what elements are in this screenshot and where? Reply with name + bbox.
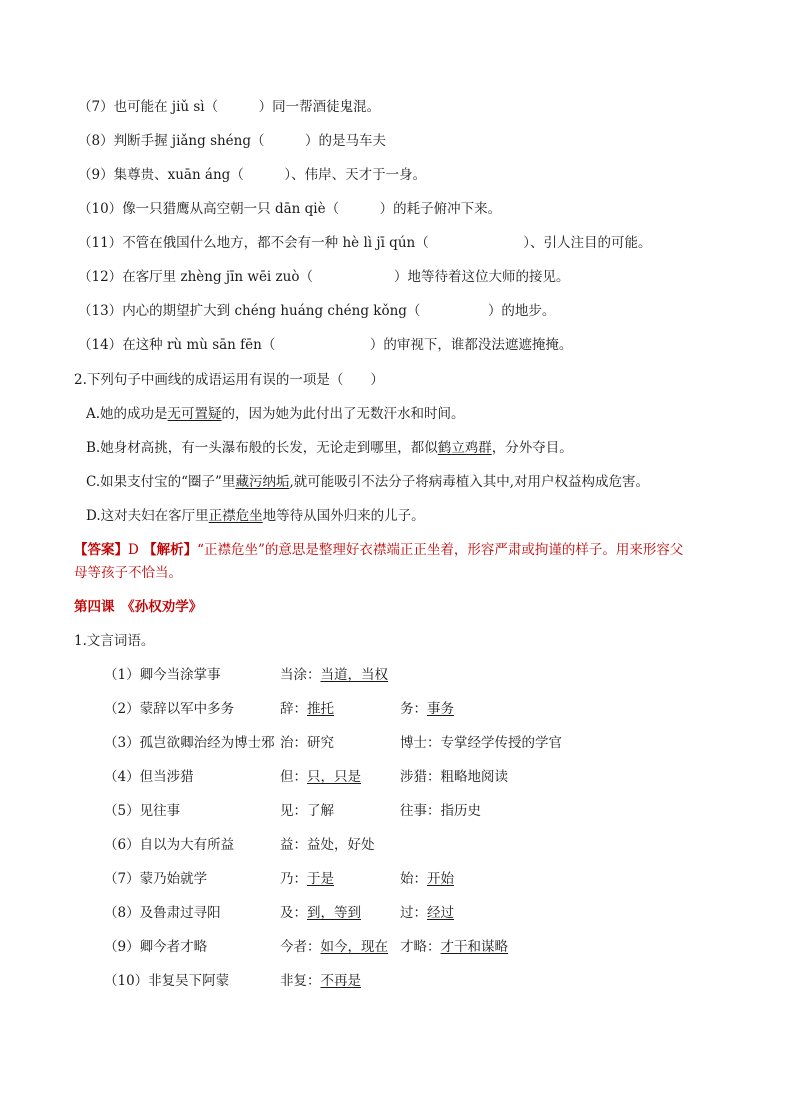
question-stem: 2.下列句子中画线的成语运用有误的一项是（ ） [74, 372, 384, 388]
underlined-idiom: 鹤立鸡群 [437, 440, 492, 456]
analysis-continuation: 母等孩子不恰当。 [74, 565, 182, 581]
item-number: （9） [78, 167, 114, 183]
vocab-gloss-b [400, 938, 508, 956]
pinyin-item [78, 132, 386, 150]
lesson-title: 第四课 《孙权劝学》 [74, 599, 203, 615]
option-c [86, 473, 649, 491]
item-text-after: ）同一帮酒徒鬼混。 [258, 99, 381, 115]
item-text-before: 也可能在 jiǔ sì（ [113, 99, 219, 115]
item-number: （12） [78, 269, 123, 285]
vocab-gloss-b [400, 700, 454, 718]
vocab-sentence: （3）孤岂欲卿治经为博士邪 [104, 735, 275, 751]
item-text-after: ）、引人注目的可能。 [523, 235, 652, 251]
gloss-value: 当道，当权 [320, 667, 388, 683]
item-text-before: 不管在俄国什么地方，都不会有一种 hè lì jī qún（ [122, 235, 429, 251]
vocab-gloss-b [400, 734, 562, 752]
gloss-value: 了解 [307, 803, 334, 819]
gloss-label: 当涂： [280, 667, 321, 683]
vocab-sentence: （6）自以为大有所益 [104, 837, 235, 853]
answer-blank [313, 268, 394, 286]
vocab-gloss-a [280, 768, 361, 786]
pinyin-item [78, 234, 651, 252]
option-d [86, 507, 425, 525]
gloss-value: 专掌经学传授的学官 [440, 735, 562, 751]
gloss-label: 见： [280, 803, 307, 819]
gloss-value: 益处，好处 [307, 837, 375, 853]
option-text: ,就可能吸引不法分子将病毒植入其中,对用户权益构成危害。 [289, 474, 650, 490]
item-text-after: ）的地步。 [487, 303, 556, 319]
gloss-label: 务： [400, 701, 427, 717]
answer-blank [339, 200, 380, 218]
gloss-value: 指历史 [440, 803, 481, 819]
answer-blank [420, 302, 488, 320]
option-text: ，分外夺目。 [491, 440, 573, 456]
vocab-sentence: （4）但当涉猎 [104, 769, 194, 785]
gloss-label: 过： [400, 905, 427, 921]
item-text-before: 在这种 rù mù sān fēn（ [122, 337, 276, 353]
pinyin-item [78, 166, 426, 184]
vocab-gloss-a [280, 734, 334, 752]
vocab-sentence: （9）卿今者才略 [104, 939, 208, 955]
gloss-label: 辞： [280, 701, 307, 717]
gloss-label: 及： [280, 905, 307, 921]
option-a [86, 405, 465, 423]
vocab-gloss-a [280, 666, 388, 684]
vocab-gloss-a [280, 802, 334, 820]
underlined-idiom: 正襟危坐 [208, 508, 263, 524]
answer-blank [244, 166, 285, 184]
gloss-label: 益： [280, 837, 307, 853]
gloss-value: 开始 [427, 871, 454, 887]
gloss-label: 博士： [400, 735, 441, 751]
vocab-sentence: （10）非复吴下阿蒙 [104, 973, 230, 989]
gloss-label: 今者： [280, 939, 321, 955]
item-number: （11） [78, 235, 123, 251]
gloss-value: 事务 [427, 701, 454, 717]
answer-blank [265, 132, 306, 150]
item-text-before: 判断手握 jiǎng shéng（ [113, 133, 265, 149]
vocab-sentence: （1）卿今当涂掌事 [104, 667, 221, 683]
answer-blank [275, 336, 370, 354]
gloss-value: 只，只是 [307, 769, 361, 785]
pinyin-item [78, 302, 555, 320]
option-text: D.这对夫妇在客厅里 [86, 508, 209, 524]
item-text-after: ）的耗子俯冲下来。 [379, 201, 502, 217]
item-text-after: ）、伟岸、天才于一身。 [284, 167, 427, 183]
answer-analysis [74, 541, 683, 559]
gloss-label: 往事： [400, 803, 441, 819]
option-b [86, 439, 573, 457]
analysis-tag: 【解析】 [143, 542, 198, 558]
answer-tag: 【答案】 [74, 542, 128, 558]
gloss-value: 于是 [307, 871, 334, 887]
gloss-value: 粗略地阅读 [440, 769, 508, 785]
vocab-gloss-a [280, 700, 334, 718]
item-number: （7） [78, 99, 114, 115]
pinyin-item [78, 336, 572, 354]
gloss-label: 才略： [400, 939, 441, 955]
vocab-sentence: （7）蒙乃始就学 [104, 871, 208, 887]
analysis-text: “正襟危坐”的意思是整理好衣襟端正正坐着，形容严肃或拘谨的样子。用来形容父 [197, 542, 684, 558]
option-text: A.她的成功是 [86, 406, 168, 422]
gloss-value: 推托 [307, 701, 334, 717]
underlined-idiom: 藏污纳垢 [235, 474, 290, 490]
option-text: C.如果支付宝的“圈子”里 [86, 474, 236, 490]
vocab-gloss-b [400, 802, 481, 820]
gloss-label: 乃： [280, 871, 307, 887]
item-text-before: 内心的期望扩大到 chéng huáng chéng kǒng（ [122, 303, 421, 319]
item-text-after: ）地等待着这位大师的接见。 [393, 269, 570, 285]
gloss-label: 非复： [280, 973, 321, 989]
gloss-label: 治： [280, 735, 307, 751]
gloss-value: 到，等到 [307, 905, 361, 921]
item-number: （8） [78, 133, 114, 149]
item-number: （13） [78, 303, 123, 319]
vocab-gloss-a [280, 938, 388, 956]
answer-blank [429, 234, 524, 252]
item-number: （14） [78, 337, 123, 353]
option-text: 的，因为她为此付出了无数汗水和时间。 [221, 406, 465, 422]
item-text-before: 在客厅里 zhèng jīn wēi zuò（ [122, 269, 313, 285]
vocab-gloss-a [280, 972, 361, 990]
pinyin-item [78, 98, 380, 116]
gloss-value: 才干和谋略 [440, 939, 508, 955]
gloss-value: 如今，现在 [320, 939, 388, 955]
option-text: 地等待从国外归来的儿子。 [262, 508, 425, 524]
pinyin-item [78, 268, 569, 286]
vocab-question: 1.文言词语。 [74, 633, 155, 649]
vocab-gloss-a [280, 836, 375, 854]
underlined-idiom: 无可置疑 [167, 406, 222, 422]
gloss-value: 经过 [427, 905, 454, 921]
gloss-value: 研究 [307, 735, 334, 751]
item-text-before: 像一只猎鹰从高空朝一只 dān qiè（ [122, 201, 340, 217]
vocab-gloss-b [400, 904, 454, 922]
option-text: B.她身材高挑，有一头瀑布般的长发，无论走到哪里，都似 [86, 440, 438, 456]
pinyin-item [78, 200, 501, 218]
answer-value: D [128, 542, 139, 558]
vocab-gloss-a [280, 904, 361, 922]
item-text-before: 集尊贵、xuān áng（ [113, 167, 244, 183]
gloss-value: 不再是 [320, 973, 361, 989]
vocab-sentence: （5）见往事 [104, 803, 181, 819]
gloss-label: 涉猎： [400, 769, 441, 785]
vocab-sentence: （2）蒙辞以军中多务 [104, 701, 235, 717]
vocab-sentence: （8）及鲁肃过寻阳 [104, 905, 221, 921]
vocab-gloss-b [400, 870, 454, 888]
answer-blank [218, 98, 259, 116]
item-text-after: ）的是马车夫 [305, 133, 387, 149]
vocab-gloss-b [400, 768, 508, 786]
vocab-gloss-a [280, 870, 334, 888]
item-text-after: ）的审视下，谁都没法遮遮掩掩。 [369, 337, 573, 353]
gloss-label: 但： [280, 769, 307, 785]
item-number: （10） [78, 201, 123, 217]
gloss-label: 始： [400, 871, 427, 887]
